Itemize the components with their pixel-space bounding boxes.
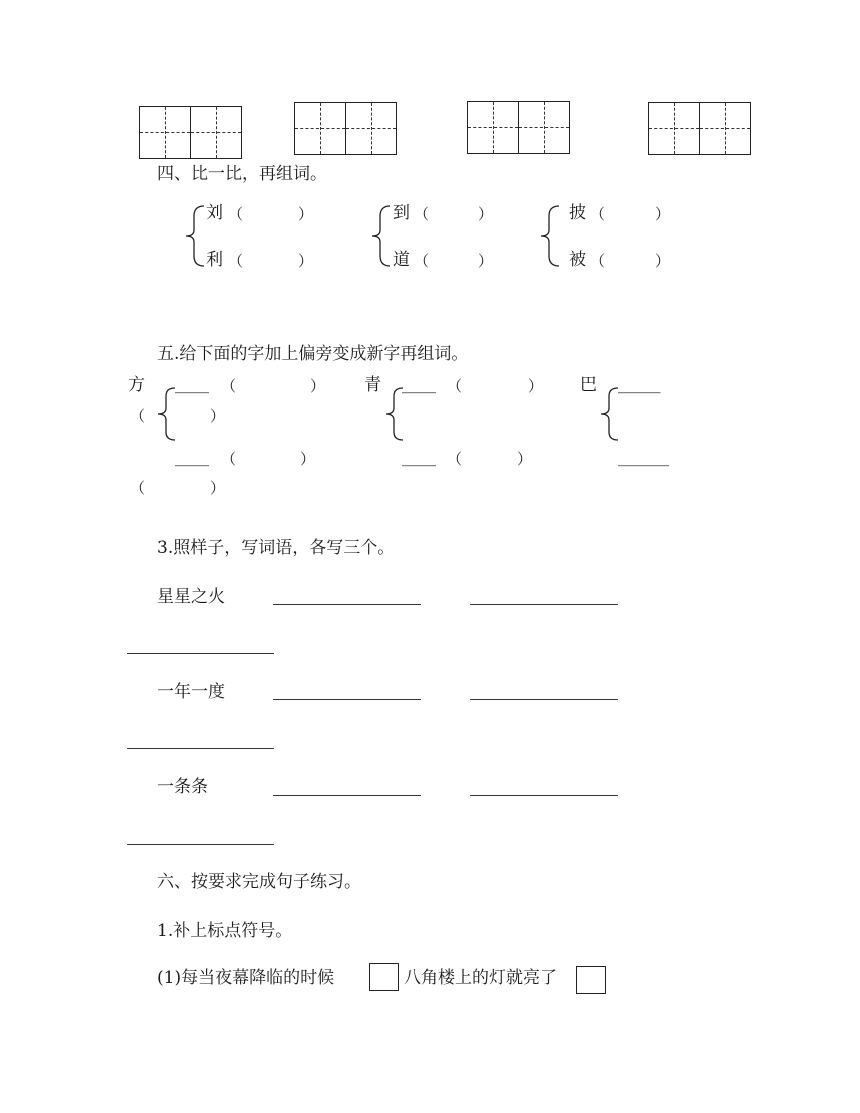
section6-heading: 六、按要求完成句子练习。 bbox=[157, 872, 361, 892]
blank-fang-2[interactable]: ____ bbox=[175, 447, 209, 467]
answer-line[interactable] bbox=[470, 699, 618, 700]
example-word-3: 一条条 bbox=[157, 777, 208, 797]
paren-close: ） bbox=[298, 252, 314, 270]
sentence-part2: 八角楼上的灯就亮了 bbox=[404, 968, 557, 988]
brace-icon bbox=[182, 202, 206, 270]
punctuation-box-2[interactable] bbox=[576, 966, 606, 994]
paren-open: （ bbox=[130, 479, 146, 497]
writing-grid-1[interactable] bbox=[139, 106, 241, 159]
blank-ba-2[interactable]: ______ bbox=[618, 447, 669, 467]
char-dao1: 到 bbox=[393, 203, 410, 223]
grid-cell bbox=[467, 101, 519, 154]
paren-close: ） bbox=[310, 377, 326, 395]
paren-open: （ bbox=[447, 450, 463, 468]
char-dao2: 道 bbox=[393, 250, 410, 270]
example-word-2: 一年一度 bbox=[157, 682, 225, 702]
blank-qing-1[interactable]: ____ bbox=[402, 374, 436, 394]
char-fang: 方 bbox=[128, 375, 145, 395]
section4-heading: 四、比一比，再组词。 bbox=[157, 164, 327, 184]
paren-close: ） bbox=[517, 450, 533, 468]
grid-cell bbox=[648, 102, 700, 155]
paren-open: （ bbox=[414, 252, 430, 270]
paren-open: （ bbox=[228, 205, 244, 223]
paren-close: ） bbox=[210, 407, 226, 425]
writing-grid-4[interactable] bbox=[648, 102, 750, 155]
writing-grid-3[interactable] bbox=[467, 101, 569, 154]
paren-open: （ bbox=[590, 252, 606, 270]
grid-cell bbox=[190, 106, 242, 159]
char-bei: 被 bbox=[569, 250, 586, 270]
char-ba: 巴 bbox=[580, 375, 597, 395]
brace-icon bbox=[537, 202, 561, 270]
blank-fang-1[interactable]: ____ bbox=[175, 374, 209, 394]
answer-line[interactable] bbox=[470, 795, 618, 796]
paren-open: （ bbox=[228, 252, 244, 270]
example-word-1: 星星之火 bbox=[157, 587, 225, 607]
char-li: 利 bbox=[206, 250, 223, 270]
blank-ba-1[interactable]: _____ bbox=[618, 374, 661, 394]
paren-close: ） bbox=[298, 205, 314, 223]
char-liu: 刘 bbox=[206, 203, 223, 223]
answer-line[interactable] bbox=[127, 844, 274, 845]
char-qing: 青 bbox=[364, 375, 381, 395]
answer-line[interactable] bbox=[273, 604, 421, 605]
sentence-part1: (1)每当夜幕降临的时候 bbox=[157, 968, 335, 988]
brace-icon bbox=[368, 202, 392, 270]
grid-cell bbox=[294, 102, 346, 155]
section5-heading: 五.给下面的字加上偏旁变成新字再组词。 bbox=[157, 344, 469, 364]
paren-open: （ bbox=[221, 450, 237, 468]
paren-open: （ bbox=[221, 377, 237, 395]
paren-close: ） bbox=[478, 205, 494, 223]
paren-close: ） bbox=[655, 205, 671, 223]
section3-heading: 3.照样子，写词语，各写三个。 bbox=[157, 538, 395, 558]
answer-line[interactable] bbox=[273, 699, 421, 700]
paren-open: （ bbox=[447, 377, 463, 395]
blank-qing-2[interactable]: ____ bbox=[402, 447, 436, 467]
grid-cell bbox=[139, 106, 191, 159]
paren-open: （ bbox=[130, 407, 146, 425]
brace-icon bbox=[598, 384, 620, 444]
paren-close: ） bbox=[210, 479, 226, 497]
grid-cell bbox=[699, 102, 751, 155]
paren-close: ） bbox=[478, 252, 494, 270]
paren-close: ） bbox=[655, 252, 671, 270]
grid-cell bbox=[518, 101, 570, 154]
answer-line[interactable] bbox=[273, 795, 421, 796]
paren-close: ） bbox=[300, 450, 316, 468]
answer-line[interactable] bbox=[127, 748, 274, 749]
answer-line[interactable] bbox=[470, 604, 618, 605]
brace-icon bbox=[155, 384, 177, 444]
char-pi: 披 bbox=[569, 203, 586, 223]
writing-grid-2[interactable] bbox=[294, 102, 396, 155]
paren-open: （ bbox=[414, 205, 430, 223]
paren-open: （ bbox=[590, 205, 606, 223]
punctuation-box-1[interactable] bbox=[369, 963, 399, 991]
grid-cell bbox=[345, 102, 397, 155]
section6-sub1: 1.补上标点符号。 bbox=[157, 921, 293, 941]
answer-line[interactable] bbox=[127, 653, 274, 654]
paren-close: ） bbox=[528, 377, 544, 395]
